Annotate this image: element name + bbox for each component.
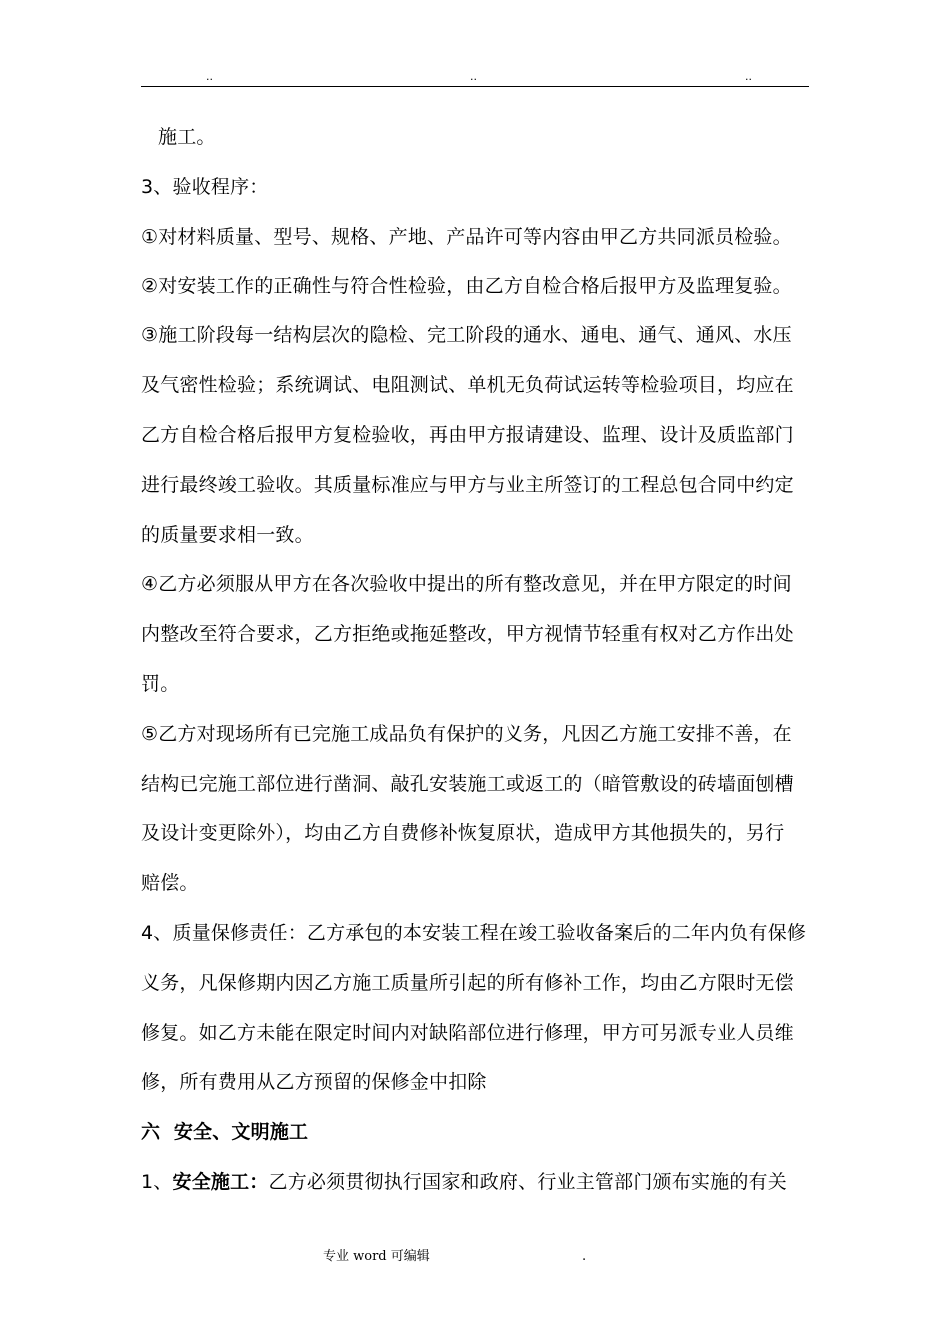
- paragraph-line: 内整改至符合要求，乙方拒绝或拖延整改，甲方视情节轻重有权对乙方作出处: [141, 623, 794, 645]
- item-text: 乙方必须贯彻执行国家和政府、行业主管部门颁布实施的有关: [268, 1171, 787, 1193]
- header-mark-right: ..: [745, 70, 752, 83]
- paragraph-line: 的质量要求相一致。: [141, 524, 314, 546]
- item-number: 1、: [141, 1171, 173, 1193]
- paragraph-line: 乙方自检合格后报甲方复检验收，再由甲方报请建设、监理、设计及质监部门: [141, 424, 794, 446]
- paragraph-line: ②对安装工作的正确性与符合性检验，由乙方自检合格后报甲方及监理复验。: [141, 275, 792, 297]
- header-mark-left: ..: [206, 70, 213, 83]
- section-heading: 六 安全、文明施工: [141, 1121, 309, 1143]
- footer-text: 专业 word 可编辑: [323, 1249, 430, 1264]
- paragraph-line: ④乙方必须服从甲方在各次验收中提出的所有整改意见，并在甲方限定的时间: [141, 573, 792, 595]
- paragraph-line: 罚。: [141, 673, 180, 695]
- paragraph-line: [141, 1169, 813, 1195]
- paragraph-line: 修复。如乙方未能在限定时间内对缺陷部位进行修理，甲方可另派专业人员维: [141, 1022, 794, 1044]
- footer-dot: .: [582, 1249, 587, 1264]
- paragraph-line: 施工。: [158, 126, 216, 148]
- paragraph-line: 结构已完施工部位进行凿洞、敲孔安装施工或返工的（暗管敷设的砖墙面刨槽: [141, 773, 794, 795]
- paragraph-line: 及气密性检验；系统调试、电阻测试、单机无负荷试运转等检验项目，均应在: [141, 374, 794, 396]
- paragraph-line: 赔偿。: [141, 872, 199, 894]
- paragraph-line: 4、质量保修责任：乙方承包的本安装工程在竣工验收备案后的二年内负有保修: [141, 922, 807, 944]
- header-rule: [141, 86, 809, 87]
- paragraph-line: 修，所有费用从乙方预留的保修金中扣除: [141, 1071, 487, 1093]
- paragraph-line: 义务，凡保修期内因乙方施工质量所引起的所有修补工作，均由乙方限时无偿: [141, 972, 794, 994]
- paragraph-line: ⑤乙方对现场所有已完施工成品负有保护的义务，凡因乙方施工安排不善，在: [141, 723, 792, 745]
- header-mark-center: ..: [470, 70, 477, 83]
- paragraph-line: ①对材料质量、型号、规格、产地、产品许可等内容由甲乙方共同派员检验。: [141, 226, 792, 248]
- paragraph-line: 及设计变更除外），均由乙方自费修补恢复原状，造成甲方其他损失的，另行: [141, 822, 785, 844]
- paragraph-line: ③施工阶段每一结构层次的隐检、完工阶段的通水、通电、通气、通风、水压: [141, 324, 792, 346]
- paragraph-line: 进行最终竣工验收。其质量标准应与甲方与业主所签订的工程总包合同中约定: [141, 474, 794, 496]
- paragraph-line: 3、验收程序：: [141, 176, 269, 198]
- item-title-bold: 安全施工：: [172, 1171, 269, 1193]
